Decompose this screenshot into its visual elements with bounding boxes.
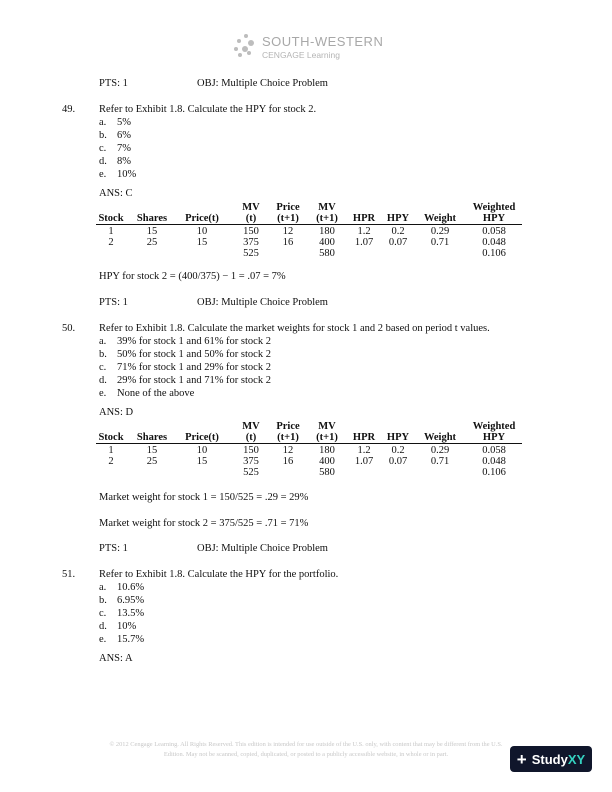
option-label: a. [99,336,107,347]
question-number: 50. [62,323,76,334]
table-header-cell: HPR [352,432,376,443]
pts-label: PTS: 1 [99,78,128,89]
table-header-cell: MV [318,202,336,213]
table-cell: 15 [146,226,158,237]
table-cell: 0.106 [482,467,506,478]
table-cell: 150 [243,445,259,456]
table-cell: 0.2 [391,445,405,456]
table-cell: 0.29 [430,226,450,237]
table-cell: 0.71 [430,237,450,248]
option-label: c. [99,143,107,154]
table-cell: 0.058 [482,445,506,456]
table-cell: 525 [243,467,259,478]
pts-label: PTS: 1 [99,297,128,308]
table-header-cell: Stock [98,213,124,224]
question-number: 51. [62,569,76,580]
table-cell: 150 [243,226,259,237]
option-label: b. [99,349,107,360]
table-cell: 1.07 [354,456,374,467]
obj-label: OBJ: Multiple Choice Problem [197,297,328,308]
table-cell: 2 [108,456,114,467]
question-text: Refer to Exhibit 1.8. Calculate the HPY for stock 2. [99,104,317,115]
table-header-cell: Weighted [472,202,516,213]
option-label: b. [99,595,107,606]
logo-brand: SOUTH-WESTERN [262,34,384,49]
table-header-row-2 [96,432,522,443]
option-label: d. [99,156,107,167]
table-row [96,237,522,248]
option-text: None of the above [117,388,195,399]
option-label: a. [99,117,107,128]
table-row [96,467,522,478]
table-cell: 400 [319,456,335,467]
badge-text [532,752,585,767]
table-header-cell: MV [318,421,336,432]
badge-study: Study [531,751,568,767]
table-cell: 12 [282,445,294,456]
table-header-row-1 [96,421,522,432]
table-cell: 180 [319,226,335,237]
table-rule [96,224,522,225]
table-header-cell: (t) [245,213,257,224]
table-cell: 525 [243,248,259,259]
table-header-cell: HPY [386,432,410,443]
option-label: e. [99,169,107,180]
table-cell: 1.07 [354,237,374,248]
logo-subtitle: CENGAGE Learning [262,50,340,60]
table-cell: 25 [146,237,158,248]
option-label: e. [99,634,107,645]
table-cell: 1.2 [357,445,371,456]
table-cell: 0.29 [430,445,450,456]
table-cell: 1 [108,445,114,456]
table-row [96,226,522,237]
table-header-cell: Weight [423,432,457,443]
table-cell: 0.058 [482,226,506,237]
table-row [96,456,522,467]
table-header-row-1 [96,202,522,213]
calculation-text: HPY for stock 2 = (400/375) − 1 = .07 = 7% [99,271,286,282]
table-header-cell: MV [242,202,260,213]
table-header-cell: Price [276,202,300,213]
table-cell: 0.07 [388,456,408,467]
table-cell: 15 [146,445,158,456]
table-cell: 15 [196,237,208,248]
plus-icon: + [516,749,527,769]
answer-label: ANS: D [99,407,134,418]
option-label: a. [99,582,107,593]
calculation-text: Market weight for stock 2 = 375/525 = .71 = 71% [99,518,309,529]
answer-label: ANS: A [99,653,133,664]
badge-xy: XY [567,751,586,767]
obj-label: OBJ: Multiple Choice Problem [197,78,328,89]
table-header-cell: HPR [352,213,376,224]
option-text: 7% [117,143,131,154]
table-header-cell: Price [276,421,300,432]
publisher-logo [234,30,384,64]
option-label: c. [99,608,107,619]
exhibit-table [96,421,522,478]
option-text: 8% [117,156,131,167]
option-text: 50% for stock 1 and 50% for stock 2 [117,349,271,360]
footer-line: Edition. May not be scanned, copied, duplicated, or posted to a publicly accessible website, in whole or in part. [163,751,449,758]
option-text: 29% for stock 1 and 71% for stock 2 [117,375,271,386]
option-text: 6% [117,130,131,141]
question-text: Refer to Exhibit 1.8. Calculate the HPY for the portfolio. [99,569,339,580]
table-cell: 1 [108,226,114,237]
table-header-cell: (t+1) [316,213,338,224]
table-cell: 1.2 [357,226,371,237]
table-cell: 25 [146,456,158,467]
table-row [96,248,522,259]
table-cell: 16 [282,237,294,248]
table-cell: 10 [196,445,208,456]
table-header-cell: (t+1) [316,432,338,443]
table-header-row-2 [96,213,522,224]
logo-dots-icon [234,34,258,58]
table-header-cell: Shares [136,432,168,443]
table-header-cell: HPY [482,213,506,224]
option-label: d. [99,375,107,386]
table-cell: 12 [282,226,294,237]
table-cell: 580 [319,248,335,259]
table-cell: 0.71 [430,456,450,467]
table-header-cell: (t) [245,432,257,443]
option-text: 15.7% [117,634,145,645]
studyxy-badge[interactable] [510,746,592,772]
option-text: 6.95% [117,595,145,606]
option-label: d. [99,621,107,632]
table-header-cell: Shares [136,213,168,224]
option-text: 10% [117,621,137,632]
table-cell: 0.07 [388,237,408,248]
question-text: Refer to Exhibit 1.8. Calculate the market weights for stock 1 and 2 based on period t values. [99,323,490,334]
table-cell: 375 [243,237,259,248]
table-cell: 10 [196,226,208,237]
table-header-cell: Weight [423,213,457,224]
table-header-cell: MV [242,421,260,432]
table-header-cell: HPY [482,432,506,443]
option-text: 5% [117,117,131,128]
option-text: 13.5% [117,608,145,619]
option-text: 71% for stock 1 and 29% for stock 2 [117,362,271,373]
table-cell: 180 [319,445,335,456]
table-header-cell: Price(t) [185,213,219,224]
option-text: 10% [117,169,137,180]
obj-label: OBJ: Multiple Choice Problem [197,543,328,554]
option-text: 39% for stock 1 and 61% for stock 2 [117,336,271,347]
table-cell: 375 [243,456,259,467]
table-header-cell: Stock [98,432,124,443]
table-cell: 0.048 [482,456,506,467]
table-rule [96,443,522,444]
table-header-cell: (t+1) [277,432,299,443]
footer-line: © 2012 Cengage Learning. All Rights Reserved. This edition is intended for use outside of the U.S. only, with content that may be different from the U.S. [109,741,503,748]
table-cell: 2 [108,237,114,248]
table-header-cell: Price(t) [185,432,219,443]
table-cell: 0.106 [482,248,506,259]
pts-label: PTS: 1 [99,543,128,554]
question-number: 49. [62,104,76,115]
table-header-cell: HPY [386,213,410,224]
option-label: b. [99,130,107,141]
table-cell: 16 [282,456,294,467]
table-cell: 580 [319,467,335,478]
table-cell: 400 [319,237,335,248]
option-label: e. [99,388,107,399]
calculation-text: Market weight for stock 1 = 150/525 = .29 = 29% [99,492,309,503]
table-cell: 15 [196,456,208,467]
table-cell: 0.048 [482,237,506,248]
option-label: c. [99,362,107,373]
table-header-cell: (t+1) [277,213,299,224]
option-text: 10.6% [117,582,145,593]
table-header-cell: Weighted [472,421,516,432]
answer-label: ANS: C [99,188,133,199]
table-cell: 0.2 [391,226,405,237]
exhibit-table [96,202,522,259]
table-row [96,445,522,456]
